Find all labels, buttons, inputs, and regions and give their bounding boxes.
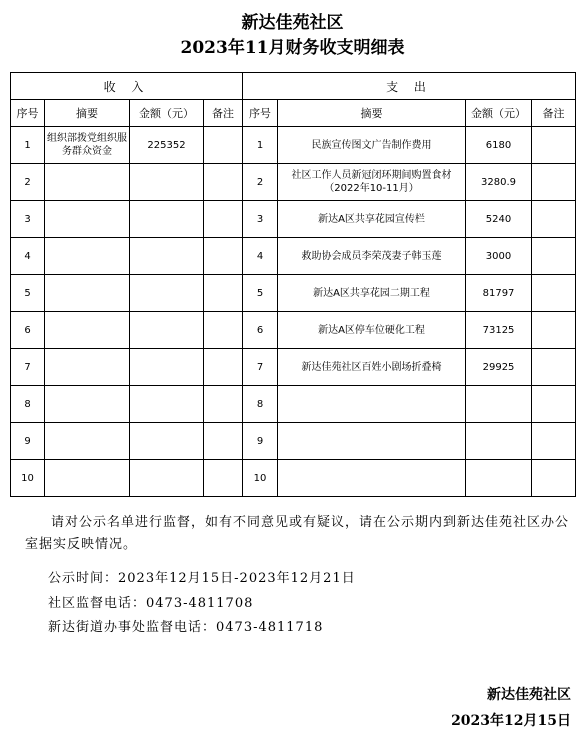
income-note-cell: [204, 349, 243, 386]
income-desc-cell: [45, 275, 130, 312]
table-row: [11, 164, 576, 201]
income-note-cell: [204, 275, 243, 312]
income-note-cell: [204, 312, 243, 349]
expense-note-cell: [532, 386, 576, 423]
expense-amount-cell: 3000: [466, 238, 532, 275]
expense-note-cell: [532, 460, 576, 497]
income-amount-cell: [130, 386, 204, 423]
income-desc-cell: [45, 238, 130, 275]
income-amount-cell: [130, 238, 204, 275]
col-desc-expense: 摘要: [278, 100, 466, 127]
expense-desc-cell: [278, 460, 466, 497]
table-row: [11, 201, 576, 238]
expense-amount-cell: 3280.9: [466, 164, 532, 201]
expense-note-cell: [532, 312, 576, 349]
income-note-cell: [204, 238, 243, 275]
expense-desc-cell: 新达A区共享花园宣传栏: [278, 201, 466, 238]
income-no-cell: 4: [11, 238, 45, 275]
finance-table: [10, 72, 576, 497]
income-no-cell: 10: [11, 460, 45, 497]
income-no-cell: 5: [11, 275, 45, 312]
income-desc-cell: [45, 460, 130, 497]
income-desc-cell: [45, 201, 130, 238]
signature-org: 新达佳苑社区: [487, 687, 571, 703]
expense-no-cell: 4: [243, 238, 278, 275]
col-amount-expense: 金额（元）: [466, 100, 532, 127]
income-desc-cell: [45, 164, 130, 201]
expense-no-cell: 10: [243, 460, 278, 497]
expense-no-cell: 1: [243, 127, 278, 164]
expense-amount-cell: 5240: [466, 201, 532, 238]
expense-no-cell: 2: [243, 164, 278, 201]
income-no-cell: 8: [11, 386, 45, 423]
expense-no-cell: 3: [243, 201, 278, 238]
income-no-cell: 9: [11, 423, 45, 460]
income-no-cell: 7: [11, 349, 45, 386]
col-seq-income: 序号: [11, 100, 45, 127]
expense-amount-cell: 81797: [466, 275, 532, 312]
income-no-cell: 2: [11, 164, 45, 201]
income-amount-cell: [130, 275, 204, 312]
table-row: [11, 423, 576, 460]
notice-text: 请对公示名单进行监督，如有不同意见或有疑议，请在公示期内到新达佳苑社区办公室据实反映情况。: [25, 515, 570, 552]
expense-note-cell: [532, 127, 576, 164]
expense-no-cell: 6: [243, 312, 278, 349]
expense-amount-cell: [466, 423, 532, 460]
income-header: 收 入: [11, 73, 243, 100]
expense-note-cell: [532, 238, 576, 275]
table-row: [11, 127, 576, 164]
expense-amount-cell: 6180: [466, 127, 532, 164]
income-amount-cell: [130, 460, 204, 497]
income-note-cell: [204, 164, 243, 201]
expense-note-cell: [532, 349, 576, 386]
col-desc-income: 摘要: [45, 100, 130, 127]
income-no-cell: 1: [11, 127, 45, 164]
income-amount-cell: [130, 164, 204, 201]
expense-note-cell: [532, 201, 576, 238]
income-no-cell: 6: [11, 312, 45, 349]
signature-date: 2023年12月15日: [451, 713, 571, 729]
income-amount-cell: [130, 349, 204, 386]
income-note-cell: [204, 423, 243, 460]
table-row: [11, 349, 576, 386]
col-amount-income: 金额（元）: [130, 100, 204, 127]
table-row: [11, 275, 576, 312]
document-subtitle: 2023年11月财务收支明细表: [180, 38, 405, 58]
expense-amount-cell: 29925: [466, 349, 532, 386]
expense-desc-cell: 救助协会成员李荣茂妻子韩玉莲: [278, 238, 466, 275]
document-title: 新达佳苑社区: [241, 13, 344, 33]
publicity-time: 公示时间：2023年12月15日-2023年12月21日: [48, 571, 356, 586]
expense-no-cell: 7: [243, 349, 278, 386]
expense-desc-cell: 民族宣传图文广告制作费用: [278, 127, 466, 164]
col-seq-expense: 序号: [243, 100, 278, 127]
expense-desc-cell: [278, 423, 466, 460]
expense-desc-cell: 新达佳苑社区百姓小剧场折叠椅: [278, 349, 466, 386]
table-row: [11, 386, 576, 423]
table-row: [11, 312, 576, 349]
expense-no-cell: 5: [243, 275, 278, 312]
expense-desc-cell: 新达A区停车位硬化工程: [278, 312, 466, 349]
expense-no-cell: 8: [243, 386, 278, 423]
income-no-cell: 3: [11, 201, 45, 238]
expense-no-cell: 9: [243, 423, 278, 460]
income-note-cell: [204, 127, 243, 164]
expense-desc-cell: 社区工作人员新冠闭环期间购置食材（2022年10-11月）: [278, 164, 466, 201]
expense-amount-cell: 73125: [466, 312, 532, 349]
expense-amount-cell: [466, 460, 532, 497]
expense-desc-cell: [278, 386, 466, 423]
expense-header: 支 出: [243, 73, 576, 100]
income-note-cell: [204, 460, 243, 497]
income-note-cell: [204, 386, 243, 423]
income-amount-cell: [130, 312, 204, 349]
col-note-expense: 备注: [532, 100, 576, 127]
income-amount-cell: 225352: [130, 127, 204, 164]
expense-note-cell: [532, 275, 576, 312]
table-row: [11, 238, 576, 275]
table-row: [11, 460, 576, 497]
expense-desc-cell: 新达A区共享花园二期工程: [278, 275, 466, 312]
expense-note-cell: [532, 164, 576, 201]
income-amount-cell: [130, 423, 204, 460]
income-desc-cell: [45, 423, 130, 460]
expense-amount-cell: [466, 386, 532, 423]
income-desc-cell: [45, 386, 130, 423]
community-phone: 社区监督电话：0473-4811708: [48, 596, 254, 611]
expense-note-cell: [532, 423, 576, 460]
col-note-income: 备注: [204, 100, 243, 127]
street-phone: 新达街道办事处监督电话：0473-4811718: [48, 620, 324, 635]
income-desc-cell: [45, 349, 130, 386]
income-note-cell: [204, 201, 243, 238]
income-desc-cell: [45, 312, 130, 349]
income-desc-cell: 组织部拨党组织服务群众资金: [45, 127, 130, 164]
income-amount-cell: [130, 201, 204, 238]
